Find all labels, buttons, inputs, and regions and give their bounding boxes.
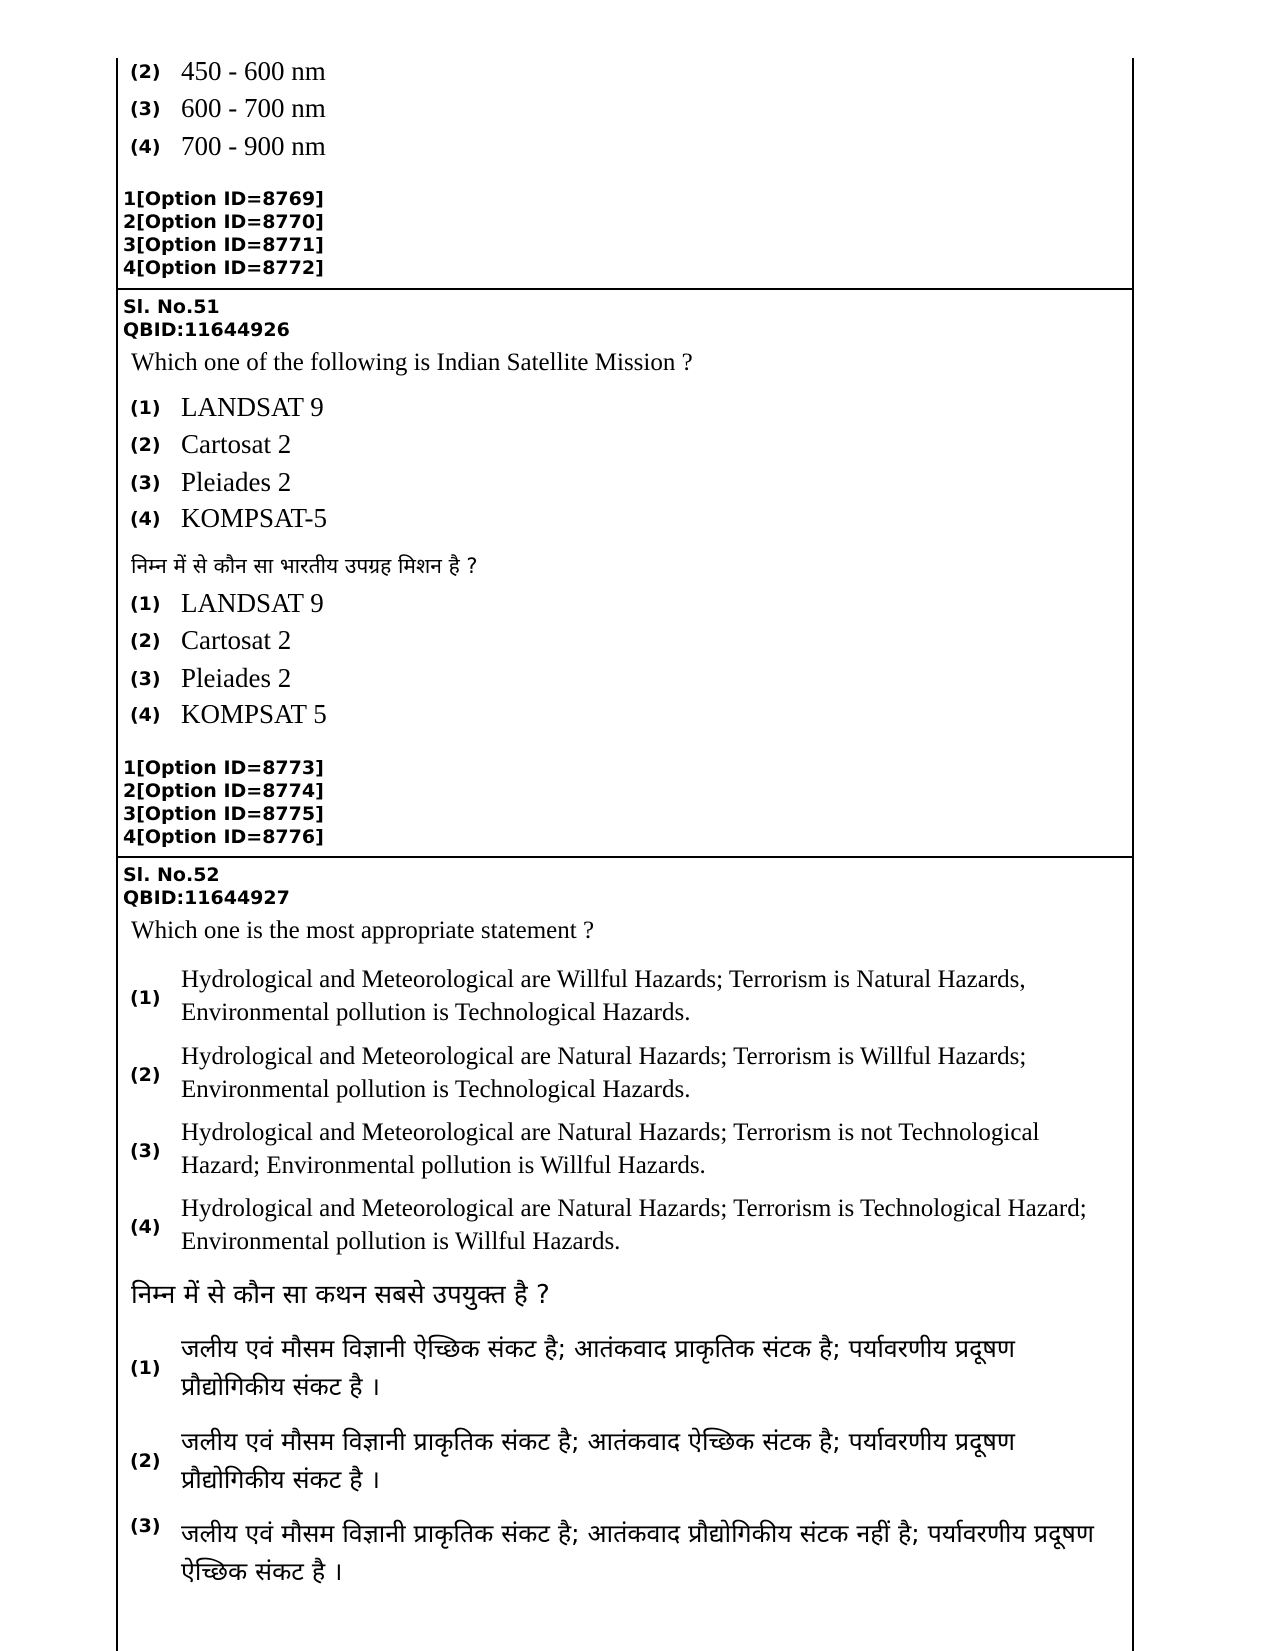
question-table-frame bbox=[116, 58, 1134, 1651]
option-text: जलीय एवं मौसम विज्ञानी ऐच्छिक संकट है; आतंकवाद प्राकृतिक संटक है; पर्यावरणीय प्रदूषण प्रौद्योगिकीय संकट है । bbox=[181, 1334, 1015, 1401]
option-number: (3) bbox=[130, 668, 161, 690]
option-text: जलीय एवं मौसम विज्ञानी प्राकृतिक संकट है; आतंकवाद ऐच्छिक संटक है; पर्यावरणीय प्रदूषण प्रौद्योगिकीय संकट है । bbox=[181, 1427, 1015, 1494]
option-number: (3) bbox=[130, 98, 161, 120]
option-text: Cartosat 2 bbox=[181, 625, 292, 655]
serial-number: Sl. No.51 bbox=[123, 296, 220, 318]
option-text: Hydrological and Meteorological are Natural Hazards; Terrorism is not Technological Hazard; Environmental pollution is Willful Hazards. bbox=[181, 1119, 1040, 1179]
option-number: (1) bbox=[130, 1357, 161, 1379]
row-divider-52 bbox=[116, 856, 1134, 858]
row-divider-51 bbox=[116, 288, 1134, 290]
option-number: (4) bbox=[130, 508, 161, 530]
qbid: QBID:11644927 bbox=[123, 887, 290, 909]
option-number: (2) bbox=[130, 1064, 161, 1086]
option-text: Hydrological and Meteorological are Natural Hazards; Terrorism is Technological Hazard; Environmental pollution is Willful Hazards. bbox=[181, 1195, 1087, 1255]
option-text: LANDSAT 9 bbox=[181, 588, 324, 618]
option-text: Hydrological and Meteorological are Natural Hazards; Terrorism is Willful Hazards; Environmental pollution is Technological Hazards. bbox=[181, 1043, 1027, 1103]
option-text: KOMPSAT-5 bbox=[181, 503, 328, 533]
option-id: 4[Option ID=8772] bbox=[123, 257, 324, 279]
option-id: 3[Option ID=8775] bbox=[123, 803, 324, 825]
option-text: जलीय एवं मौसम विज्ञानी प्राकृतिक संकट है; आतंकवाद प्रौद्योगिकीय संटक नहीं है; पर्यावरणीय प्रदूषण ऐच्छिक संकट है । bbox=[181, 1519, 1094, 1586]
option-number: (3) bbox=[130, 1140, 161, 1162]
option-number: (3) bbox=[130, 472, 161, 494]
option-text: KOMPSAT 5 bbox=[181, 699, 327, 729]
option-text: 450 - 600 nm bbox=[181, 56, 326, 86]
option-id: 1[Option ID=8773] bbox=[123, 757, 324, 779]
option-number: (4) bbox=[130, 1216, 161, 1238]
option-id: 4[Option ID=8776] bbox=[123, 826, 324, 848]
option-number: (2) bbox=[130, 61, 161, 83]
option-text: LANDSAT 9 bbox=[181, 392, 324, 422]
option-number: (2) bbox=[130, 1450, 161, 1472]
option-text: Pleiades 2 bbox=[181, 663, 292, 693]
option-number: (2) bbox=[130, 434, 161, 456]
option-id: 3[Option ID=8771] bbox=[123, 234, 324, 256]
question-text-hindi: निम्न में से कौन सा भारतीय उपग्रह मिशन है ? bbox=[131, 554, 478, 578]
option-number: (4) bbox=[130, 704, 161, 726]
option-number: (1) bbox=[130, 593, 161, 615]
option-id: 2[Option ID=8774] bbox=[123, 780, 324, 802]
option-number: (4) bbox=[130, 136, 161, 158]
option-number: (2) bbox=[130, 630, 161, 652]
serial-number: Sl. No.52 bbox=[123, 864, 220, 886]
option-text: Hydrological and Meteorological are Willful Hazards; Terrorism is Natural Hazards, Environmental pollution is Technological Hazards. bbox=[181, 966, 1026, 1026]
option-text: Cartosat 2 bbox=[181, 429, 292, 459]
option-number: (1) bbox=[130, 397, 161, 419]
option-id: 2[Option ID=8770] bbox=[123, 211, 324, 233]
question-text-english: Which one is the most appropriate statement ? bbox=[131, 917, 595, 944]
option-id: 1[Option ID=8769] bbox=[123, 188, 324, 210]
option-number: (1) bbox=[130, 987, 161, 1009]
question-text-hindi: निम्न में से कौन सा कथन सबसे उपयुक्त है ? bbox=[131, 1280, 550, 1310]
option-text: Pleiades 2 bbox=[181, 467, 292, 497]
qbid: QBID:11644926 bbox=[123, 319, 290, 341]
option-text: 700 - 900 nm bbox=[181, 131, 326, 161]
question-text-english: Which one of the following is Indian Satellite Mission ? bbox=[131, 349, 693, 376]
option-number: (3) bbox=[130, 1515, 161, 1537]
option-text: 600 - 700 nm bbox=[181, 93, 326, 123]
